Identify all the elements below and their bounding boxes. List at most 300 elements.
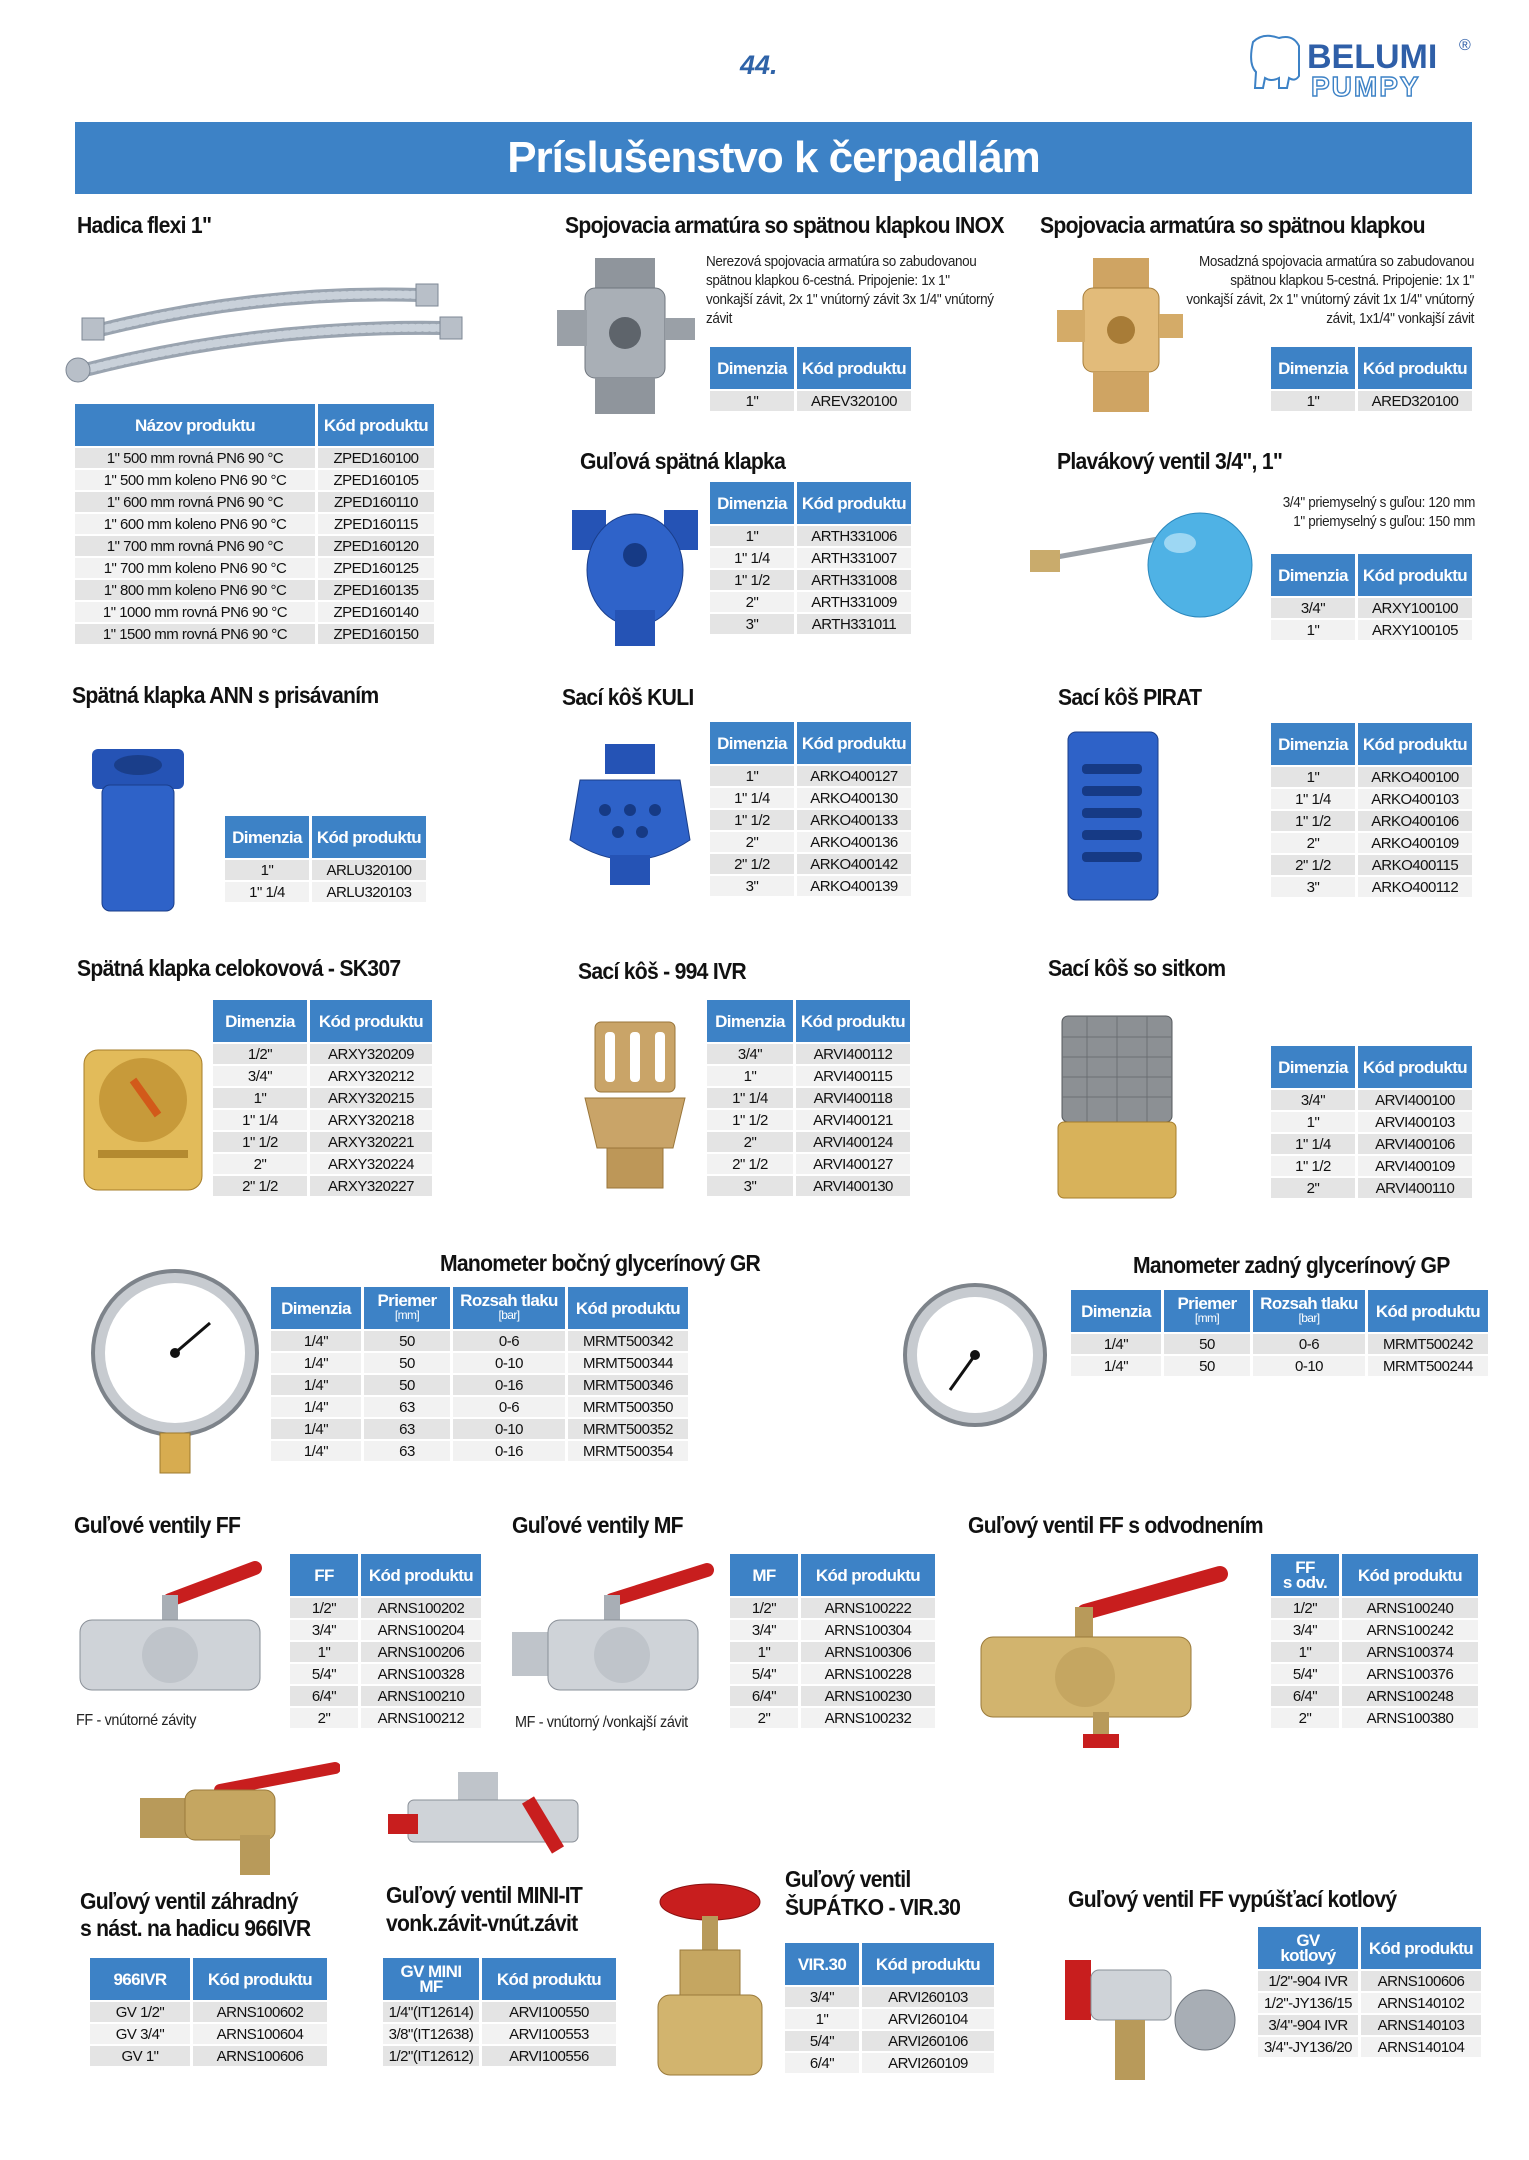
table-cell: ARNS100202	[361, 1598, 481, 1618]
ball-check-valve-image	[570, 500, 700, 655]
table-cell: ARXY320212	[310, 1066, 432, 1086]
table-cell: ARVI400118	[796, 1088, 910, 1108]
table-cell: ARKO400100	[1358, 767, 1472, 787]
table-cell: 1/2"	[1271, 1598, 1339, 1618]
table-cell: 2" 1/2	[213, 1176, 307, 1196]
table-cell: ARTH331008	[797, 570, 911, 590]
table-row	[213, 1044, 432, 1064]
table-cell: 3/4"-904 IVR	[1258, 2015, 1358, 2035]
section-title-mini-line2: vonk.závit-vnút.závit	[386, 1910, 578, 1936]
table-cell: 1" 1500 mm rovná PN6 90 °C	[75, 624, 315, 644]
table-row	[1271, 1686, 1478, 1706]
col-header: Názov produktu	[75, 404, 315, 446]
table-cell: 1/4"	[1071, 1334, 1161, 1354]
table-cell: ARVI100556	[482, 2046, 616, 2066]
table-cell: ARVI400124	[796, 1132, 910, 1152]
table-row	[90, 2024, 327, 2044]
table-row	[707, 1154, 910, 1174]
table-cell: 3/4"	[1271, 598, 1355, 618]
table-row	[290, 1686, 481, 1706]
pirat-table	[1268, 721, 1475, 899]
table-cell: ARNS140102	[1361, 1993, 1481, 2013]
col-header: Kód produktu	[1361, 1927, 1481, 1969]
table-row	[1271, 1156, 1472, 1176]
ann-valve-image	[88, 745, 188, 920]
table-cell: 3/4"	[1271, 1620, 1339, 1640]
table-cell: ARNS100606	[193, 2046, 327, 2066]
table-cell: ARVI400109	[1358, 1156, 1472, 1176]
table-cell: 1/2"-904 IVR	[1258, 1971, 1358, 1991]
table-row	[707, 1132, 910, 1152]
table-cell: ZPED160105	[318, 470, 434, 490]
table-cell: MRMT500344	[568, 1353, 688, 1373]
table-row	[271, 1353, 688, 1373]
col-header: Kód produktu	[568, 1287, 688, 1329]
table-cell: ARVI260103	[862, 1987, 994, 2007]
table-cell: ARNS100374	[1342, 1642, 1478, 1662]
table-cell: ARNS100228	[801, 1664, 935, 1684]
table-cell: ARVI100553	[482, 2024, 616, 2044]
table-cell: ARNS100206	[361, 1642, 481, 1662]
table-cell: 1"	[710, 391, 794, 411]
table-row	[75, 514, 434, 534]
col-header: Kód produktu	[801, 1554, 935, 1596]
table-cell: 1"	[290, 1642, 358, 1662]
table-row	[1271, 1620, 1478, 1640]
table-cell: ARXY320224	[310, 1154, 432, 1174]
inox-table	[707, 345, 914, 413]
section-title-supatko-line1: Guľový ventil	[785, 1866, 911, 1892]
table-row	[1271, 1090, 1472, 1110]
table-cell: 50	[1164, 1356, 1250, 1376]
table-row	[710, 592, 911, 612]
table-row	[1271, 1112, 1472, 1132]
table-cell: 0-16	[453, 1375, 565, 1395]
table-cell: ARLU320100	[312, 860, 426, 880]
table-cell: ARXY320227	[310, 1176, 432, 1196]
table-cell: 1" 1/2	[707, 1110, 793, 1130]
table-row	[710, 391, 911, 411]
table-cell: 1/4"	[271, 1331, 361, 1351]
table-cell: 1"	[225, 860, 309, 880]
table-cell: ZPED160140	[318, 602, 434, 622]
col-header: Dimenzia	[1271, 723, 1355, 765]
table-cell: 1" 500 mm koleno PN6 90 °C	[75, 470, 315, 490]
kuli-strainer-image	[560, 740, 700, 895]
table-cell: 0-10	[1253, 1356, 1365, 1376]
logo-line2: PUMPY	[1311, 71, 1421, 102]
col-header: Dimenzia	[710, 482, 794, 524]
table-row	[1258, 1971, 1481, 1991]
table-row	[290, 1664, 481, 1684]
table-cell: ARKO400133	[797, 810, 911, 830]
table-row	[75, 470, 434, 490]
table-row	[75, 580, 434, 600]
table-cell: ARVI260109	[862, 2053, 994, 2073]
table-row	[1271, 1598, 1478, 1618]
logo-line1: BELUMI	[1307, 38, 1438, 76]
table-cell: ARKO400115	[1358, 855, 1472, 875]
table-cell: ARNS100240	[1342, 1598, 1478, 1618]
section-title-pirat: Sací kôš PIRAT	[1058, 684, 1202, 710]
table-cell: ARNS100380	[1342, 1708, 1478, 1728]
col-header: Kód produktu	[1358, 554, 1472, 596]
col-header: GV MINI MF	[383, 1958, 479, 2000]
table-row	[75, 624, 434, 644]
col-header: Kód produktu	[1358, 1046, 1472, 1088]
table-cell: GV 3/4"	[90, 2024, 190, 2044]
table-row	[75, 448, 434, 468]
section-title-gulova-spatna: Guľová spätná klapka	[580, 448, 786, 474]
table-row	[271, 1397, 688, 1417]
plavak-description-line2: 1" priemyselný s guľou: 150 mm	[1293, 513, 1475, 530]
table-cell: ARTH331009	[797, 592, 911, 612]
section-title-plavak: Plavákový ventil 3/4", 1"	[1057, 448, 1283, 474]
table-cell: 2"	[290, 1708, 358, 1728]
col-header: Kód produktu	[796, 1000, 910, 1042]
col-header: Kód produktu	[797, 482, 911, 524]
table-cell: 6/4"	[785, 2053, 859, 2073]
table-cell: 1/2"	[290, 1598, 358, 1618]
table-row	[710, 854, 911, 874]
table-cell: ARKO400109	[1358, 833, 1472, 853]
pirat-strainer-image	[1058, 728, 1168, 913]
ff-drain-valve-image	[975, 1552, 1235, 1757]
table-cell: 50	[364, 1375, 450, 1395]
col-header: Kód produktu	[482, 1958, 616, 2000]
table-cell: 1" 700 mm koleno PN6 90 °C	[75, 558, 315, 578]
table-cell: 2"	[1271, 1708, 1339, 1728]
table-row	[710, 526, 911, 546]
table-cell: ARVI100550	[482, 2002, 616, 2022]
table-row	[213, 1110, 432, 1130]
table-cell: ARNS100248	[1342, 1686, 1478, 1706]
klapka-description: Mosadzná spojovacia armatúra so zabudovanou spätnou klapkou 5-cestná. Pripojenie: 1x 1" vonkajší závit, 2x 1" vnútorný závit 1x 1/4" vnútorný závit, 1x1/4" vonkajší závit	[1186, 253, 1474, 327]
table-cell: MRMT500242	[1368, 1334, 1488, 1354]
table-cell: ARXY320221	[310, 1132, 432, 1152]
table-cell: GV 1"	[90, 2046, 190, 2066]
table-row	[785, 1987, 994, 2007]
table-cell: 1" 600 mm koleno PN6 90 °C	[75, 514, 315, 534]
table-cell: 1/4"	[271, 1441, 361, 1461]
table-row	[225, 882, 426, 902]
table-row	[1271, 598, 1472, 618]
table-row	[271, 1419, 688, 1439]
table-cell: ARVI260104	[862, 2009, 994, 2029]
col-header: Kód produktu	[193, 1958, 327, 2000]
table-cell: 2"	[1271, 1178, 1355, 1198]
table-cell: ARKO400139	[797, 876, 911, 896]
table-cell: ARXY100100	[1358, 598, 1472, 618]
table-cell: ARKO400103	[1358, 789, 1472, 809]
table-cell: 1/2"	[213, 1044, 307, 1064]
table-cell: 2"	[710, 832, 794, 852]
table-cell: ARXY100105	[1358, 620, 1472, 640]
table-cell: 2" 1/2	[710, 854, 794, 874]
table-cell: ARVI400127	[796, 1154, 910, 1174]
mano-gp-table	[1068, 1288, 1491, 1378]
table-row	[75, 558, 434, 578]
table-cell: ARKO400130	[797, 788, 911, 808]
table-cell: 63	[364, 1419, 450, 1439]
col-header: 966IVR	[90, 1958, 190, 2000]
table-cell: ARVI400130	[796, 1176, 910, 1196]
table-row	[1271, 877, 1472, 897]
sk307-valve-image	[78, 1040, 208, 1205]
table-row	[225, 860, 426, 880]
table-cell: ARNS100210	[361, 1686, 481, 1706]
gate-valve-image	[650, 1880, 770, 2085]
table-cell: 1" 800 mm koleno PN6 90 °C	[75, 580, 315, 600]
table-cell: 1"	[1271, 767, 1355, 787]
table-cell: 1" 1/2	[213, 1132, 307, 1152]
inox-description: Nerezová spojovacia armatúra so zabudovanou spätnou klapkou 6-cestná. Pripojenie: 1x 1" vonkajší závit, 2x 1" vnútorný závit 3x 1/4" vnútorný závit	[706, 253, 994, 327]
table-row	[213, 1088, 432, 1108]
table-cell: 1"	[730, 1642, 798, 1662]
table-cell: 1" 1/2	[710, 570, 794, 590]
table-row	[730, 1686, 935, 1706]
page-number: 44.	[740, 50, 778, 80]
table-cell: 1/4"	[271, 1419, 361, 1439]
table-row	[75, 602, 434, 622]
section-title-mano-gp: Manometer zadný glycerínový GP	[1133, 1252, 1450, 1278]
table-cell: 1/4"	[271, 1397, 361, 1417]
section-title-mano-gr: Manometer bočný glycerínový GR	[440, 1250, 761, 1276]
table-row	[730, 1708, 935, 1728]
mf-table	[727, 1552, 938, 1730]
table-row	[213, 1176, 432, 1196]
table-cell: 1" 1/4	[225, 882, 309, 902]
logo-registered: ®	[1459, 37, 1471, 54]
col-header: Dimenzia	[1271, 1046, 1355, 1088]
table-cell: 1"	[1271, 620, 1355, 640]
col-header: Kód produktu	[1368, 1290, 1488, 1332]
table-row	[1271, 855, 1472, 875]
table-cell: 1/2"	[730, 1598, 798, 1618]
table-row	[75, 536, 434, 556]
col-header: FF s odv.	[1271, 1554, 1339, 1596]
ff-ball-valve-image	[70, 1540, 270, 1715]
table-row	[710, 570, 911, 590]
table-row	[383, 2002, 616, 2022]
table-cell: 1" 1/2	[1271, 1156, 1355, 1176]
col-header: Kód produktu	[797, 722, 911, 764]
table-row	[1271, 391, 1472, 411]
table-cell: ZPED160150	[318, 624, 434, 644]
table-cell: 63	[364, 1397, 450, 1417]
table-cell: MRMT500352	[568, 1419, 688, 1439]
table-cell: ZPED160100	[318, 448, 434, 468]
table-row	[707, 1044, 910, 1064]
table-cell: 1" 1/2	[1271, 811, 1355, 831]
page-title: Príslušenstvo k čerpadlám	[75, 122, 1472, 194]
table-cell: ARTH331006	[797, 526, 911, 546]
col-header: VIR.30	[785, 1943, 859, 1985]
table-cell: 3"	[1271, 877, 1355, 897]
table-row	[1258, 2015, 1481, 2035]
col-header: Kód produktu	[797, 347, 911, 389]
table-cell: ARNS100376	[1342, 1664, 1478, 1684]
table-cell: 0-10	[453, 1419, 565, 1439]
table-cell: ARXY320218	[310, 1110, 432, 1130]
table-cell: MRMT500354	[568, 1441, 688, 1461]
table-row	[785, 2031, 994, 2051]
mf-caption: MF - vnútorný /vonkajší závit	[515, 1714, 688, 1731]
table-cell: ARVI400110	[1358, 1178, 1472, 1198]
table-row	[1271, 620, 1472, 640]
table-cell: 1/4"	[271, 1353, 361, 1373]
table-row	[730, 1620, 935, 1640]
col-header: Priemer [mm]	[1164, 1290, 1250, 1332]
table-row	[730, 1598, 935, 1618]
table-cell: ARED320100	[1358, 391, 1472, 411]
table-cell: ZPED160110	[318, 492, 434, 512]
section-title-supatko-line2: ŠUPÁTKO - VIR.30	[785, 1894, 961, 1920]
col-header: Kód produktu	[310, 1000, 432, 1042]
ff-table	[287, 1552, 484, 1730]
col-header: Priemer [mm]	[364, 1287, 450, 1329]
table-cell: ARNS100606	[1361, 1971, 1481, 1991]
table-cell: 0-16	[453, 1441, 565, 1461]
table-cell: ARTH331007	[797, 548, 911, 568]
ivr994-strainer-image	[575, 1018, 695, 1198]
section-title-ivr994: Sací kôš - 994 IVR	[578, 958, 746, 984]
table-cell: MRMT500342	[568, 1331, 688, 1351]
table-cell: 2" 1/2	[707, 1154, 793, 1174]
section-title-ff: Guľové ventily FF	[74, 1512, 241, 1538]
col-header: MF	[730, 1554, 798, 1596]
brand-logo	[1245, 30, 1475, 102]
table-cell: 3"	[710, 876, 794, 896]
table-cell: ARNS100204	[361, 1620, 481, 1640]
col-header: Kód produktu	[1342, 1554, 1478, 1596]
table-cell: ARVI400121	[796, 1110, 910, 1130]
table-cell: 50	[364, 1331, 450, 1351]
table-row	[1071, 1334, 1488, 1354]
table-row	[730, 1642, 935, 1662]
table-cell: ARXY320209	[310, 1044, 432, 1064]
col-header: Kód produktu	[862, 1943, 994, 1985]
table-cell: 0-10	[453, 1353, 565, 1373]
col-header: Dimenzia	[213, 1000, 307, 1042]
table-cell: 2" 1/2	[1271, 855, 1355, 875]
table-cell: ARVI400100	[1358, 1090, 1472, 1110]
table-cell: ARVI400115	[796, 1066, 910, 1086]
table-row	[1271, 1642, 1478, 1662]
table-cell: 6/4"	[1271, 1686, 1339, 1706]
table-cell: 1" 500 mm rovná PN6 90 °C	[75, 448, 315, 468]
table-row	[290, 1620, 481, 1640]
table-cell: 1" 1/4	[1271, 789, 1355, 809]
kuli-table	[707, 720, 914, 898]
section-title-hadica: Hadica flexi 1"	[77, 212, 212, 238]
table-row	[90, 2002, 327, 2022]
section-title-ann: Spätná klapka ANN s prisávaním	[72, 682, 379, 708]
table-row	[290, 1642, 481, 1662]
table-cell: ZPED160115	[318, 514, 434, 534]
table-cell: 1/2"(IT12612)	[383, 2046, 479, 2066]
table-row	[710, 832, 911, 852]
manometer-gp-image	[890, 1280, 1060, 1435]
col-header: Dimenzia	[271, 1287, 361, 1329]
manometer-gr-image	[80, 1268, 270, 1483]
table-row	[75, 492, 434, 512]
col-header: Dimenzia	[707, 1000, 793, 1042]
table-cell: 3/4"	[213, 1066, 307, 1086]
table-cell: 3"	[707, 1176, 793, 1196]
table-row	[383, 2046, 616, 2066]
table-cell: ZPED160135	[318, 580, 434, 600]
mini-table	[380, 1956, 619, 2068]
table-row	[785, 2009, 994, 2029]
col-header: Kód produktu	[1358, 347, 1472, 389]
table-cell: ARVI400103	[1358, 1112, 1472, 1132]
table-cell: 1"	[710, 526, 794, 546]
table-cell: 5/4"	[730, 1664, 798, 1684]
ff-caption: FF - vnútorné závity	[76, 1712, 197, 1729]
table-cell: 1/4"(IT12614)	[383, 2002, 479, 2022]
table-row	[1271, 1178, 1472, 1198]
table-row	[1271, 833, 1472, 853]
table-cell: MRMT500350	[568, 1397, 688, 1417]
section-title-kotlovy: Guľový ventil FF vypúšťací kotlový	[1068, 1886, 1397, 1912]
ann-table	[222, 814, 429, 904]
table-cell: 3"	[710, 614, 794, 634]
table-row	[707, 1110, 910, 1130]
table-cell: 1" 1000 mm rovná PN6 90 °C	[75, 602, 315, 622]
plavak-table	[1268, 552, 1475, 642]
table-row	[213, 1066, 432, 1086]
table-cell: ARKO400106	[1358, 811, 1472, 831]
section-title-sitko: Sací kôš so sitkom	[1048, 955, 1226, 981]
table-cell: ARNS140103	[1361, 2015, 1481, 2035]
table-cell: 1/4"	[271, 1375, 361, 1395]
col-header: Kód produktu	[1358, 723, 1472, 765]
table-cell: ARTH331011	[797, 614, 911, 634]
section-title-mf: Guľové ventily MF	[512, 1512, 683, 1538]
table-row	[1271, 1134, 1472, 1154]
sk307-table	[210, 998, 435, 1198]
table-row	[213, 1132, 432, 1152]
table-row	[271, 1375, 688, 1395]
section-title-klapka: Spojovacia armatúra so spätnou klapkou	[1040, 212, 1425, 238]
table-row	[290, 1708, 481, 1728]
table-cell: MRMT500346	[568, 1375, 688, 1395]
table-row	[1258, 2037, 1481, 2057]
table-cell: 1"	[785, 2009, 859, 2029]
col-header: Dimenzia	[1071, 1290, 1161, 1332]
table-row	[1271, 767, 1472, 787]
table-cell: 3/4"	[785, 1987, 859, 2007]
table-row	[213, 1154, 432, 1174]
table-row	[710, 548, 911, 568]
col-header: Dimenzia	[1271, 347, 1355, 389]
table-cell: 1" 1/4	[213, 1110, 307, 1130]
klapka-table	[1268, 345, 1475, 413]
table-cell: 3/4"	[707, 1044, 793, 1064]
table-row	[707, 1066, 910, 1086]
gulova-spatna-table	[707, 480, 914, 636]
table-row	[1271, 811, 1472, 831]
plavak-description-line1: 3/4" priemyselný s guľou: 120 mm	[1282, 494, 1475, 511]
col-header: Dimenzia	[710, 347, 794, 389]
table-cell: ARNS100602	[193, 2002, 327, 2022]
table-cell: 1" 1/2	[710, 810, 794, 830]
inox-fitting-image	[555, 248, 705, 423]
table-cell: ARNS100212	[361, 1708, 481, 1728]
col-header: Dimenzia	[1271, 554, 1355, 596]
col-header: FF	[290, 1554, 358, 1596]
